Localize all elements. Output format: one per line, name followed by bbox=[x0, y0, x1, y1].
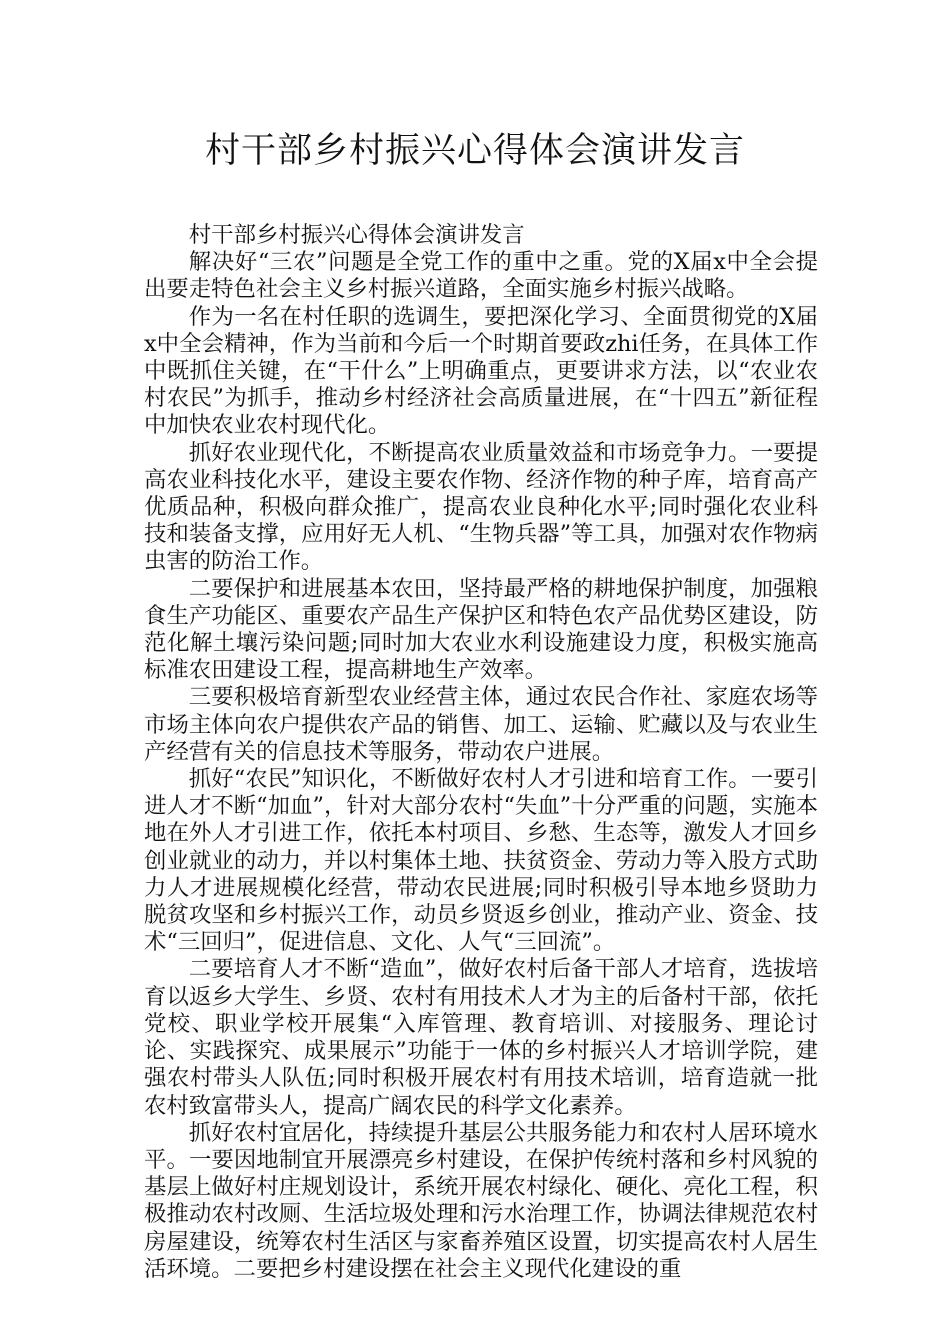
paragraph-subtitle: 村干部乡村振兴心得体会演讲发言 bbox=[188, 222, 525, 248]
document-body bbox=[144, 222, 818, 1283]
paragraph: 二要培育人才不断“造血”，做好农村后备干部人才培育，选拔培育以返乡大学生、乡贤、农村有用技术人才为主的后备村干部，依托党校、职业学校开展集“入库管理、教育培训、对接服务、理论讨论、实践探究、成果展示”功能于一体的乡村振兴人才培训学院，建强农村带头人队伍;同时积极开展农村有用技术培训，培育造就一批农村致富带头人，提高广阔农民的科学文化素养。 bbox=[144, 956, 818, 1119]
paragraph: 三要积极培育新型农业经营主体，通过农民合作社、家庭农场等市场主体向农户提供农产品的销售、加工、运输、贮藏以及与农业生产经营有关的信息技术等服务，带动农户进展。 bbox=[144, 684, 818, 765]
paragraph: 抓好“农民”知识化，不断做好农村人才引进和培育工作。一要引进人才不断“加血”，针对大部分农村“失血”十分严重的问题，实施本地在外人才引进工作，依托本村项目、乡愁、生态等，激发人才回乡创业就业的动力，并以村集体土地、扶贫资金、劳动力等入股方式助力人才进展规模化经营，带动农民进展;同时积极引导本地乡贤助力脱贫攻坚和乡村振兴工作，动员乡贤返乡创业，推动产业、资金、技术“三回归”，促进信息、文化、人气“三回流”。 bbox=[144, 766, 818, 956]
document-title: 村干部乡村振兴心得体会演讲发言 bbox=[204, 131, 745, 171]
paragraph: 解决好“三农”问题是全党工作的重中之重。党的X届x中全会提出要走特色社会主义乡村振兴道路，全面实施乡村振兴战略。 bbox=[144, 249, 818, 303]
paragraph: 作为一名在村任职的选调生，要把深化学习、全面贯彻党的X届x中全会精神，作为当前和今后一个时期首要政zhi任务，在具体工作中既抓住关键，在“干什么”上明确重点，更要讲求方法，以“农业农村农民”为抓手，推动乡村经济社会高质量进展，在“十四五”新征程中加快农业农村现代化。 bbox=[144, 303, 818, 439]
paragraph: 抓好农村宜居化，持续提升基层公共服务能力和农村人居环境水平。一要因地制宜开展漂亮乡村建设，在保护传统村落和乡村风貌的基层上做好村庄规划设计，系统开展农村绿化、硬化、亮化工程，积极推动农村改厕、生活垃圾处理和污水治理工作，协调法律规范农村房屋建设，统筹农村生活区与家畜养殖区设置，切实提高农村人居生活环境。二要把乡村建设摆在社会主义现代化建设的重 bbox=[144, 1119, 818, 1282]
paragraph: 抓好农业现代化，不断提高农业质量效益和市场竞争力。一要提高农业科技化水平，建设主要农作物、经济作物的种子库，培育高产优质品种，积极向群众推广，提高农业良种化水平;同时强化农业科技和装备支撑，应用好无人机、“生物兵器”等工具，加强对农作物病虫害的防治工作。 bbox=[144, 439, 818, 575]
paragraph: 二要保护和进展基本农田，坚持最严格的耕地保护制度，加强粮食生产功能区、重要农产品生产保护区和特色农产品优势区建设，防范化解土壤污染问题;同时加大农业水利设施建设力度，积极实施高标准农田建设工程，提高耕地生产效率。 bbox=[144, 575, 818, 684]
